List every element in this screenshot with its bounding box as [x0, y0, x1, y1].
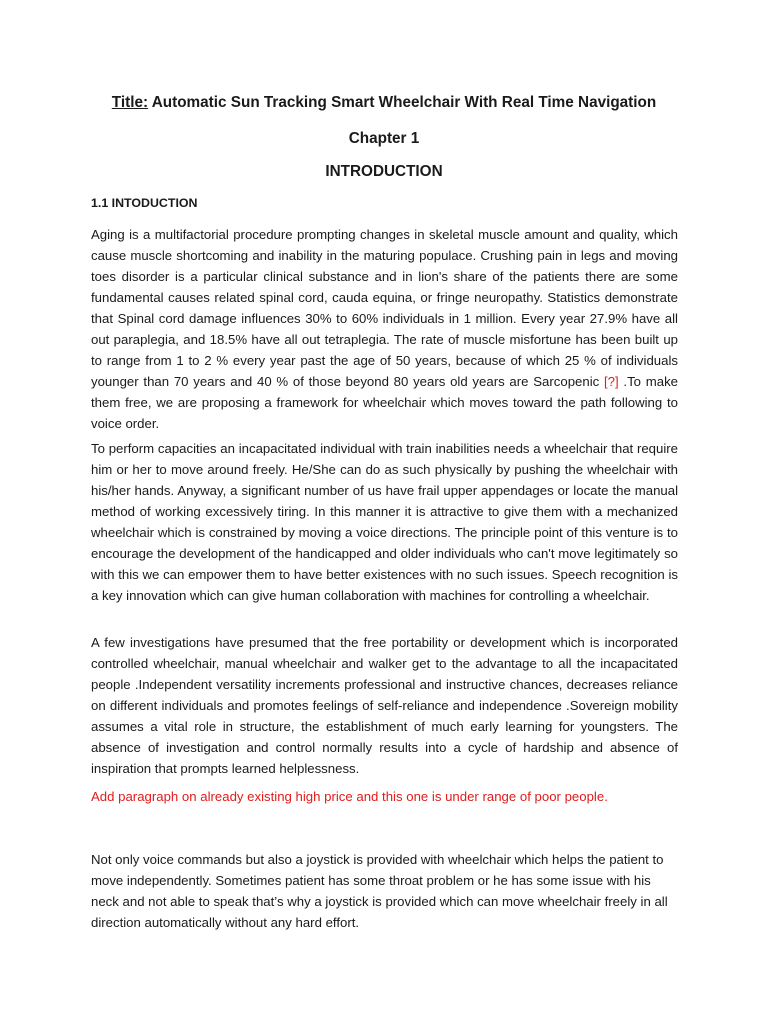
section-heading: 1.1 INTODUCTION [91, 196, 198, 210]
paragraph-investigations: A few investigations have presumed that the free portability or development which is incorporated controlled wheelchair, manual wheelchair and walker get to the advantage to all the incapacitated people .Independent versatility increments professional and instructive chances, decreases reliance on different individuals and promotes feelings of self-reliance and independence .Sovereign mobility assumes a vital role in structure, the establishment of much early learning for youngsters. The absence of investigation and control normally results into a cycle of hardship and absence of inspiration that prompts learned helplessness. [91, 635, 678, 776]
paragraph-joystick: Not only voice commands but also a joystick is provided with wheelchair which helps the patient to move independently. Sometimes patient has some throat problem or he has some issue with his neck and not able to speak that’s why a joystick is provided which can move wheelchair freely in all direction automatically without any hard effort. [91, 852, 668, 930]
paragraph-capacities: To perform capacities an incapacitated individual with train inabilities needs a wheelchair that require him or her to move around freely. He/She can do as such physically by pushing the wheelchair with his/her hands. Anyway, a significant number of us have frail upper appendages or locate the manual method of working excessively tiring. In this manner it is attractive to give them with a mechanized wheelchair which is constrained by moving a voice directions. The principle point of this venture is to encourage the development of the handicapped and older individuals who can't move legitimately so with this we can empower them to have better existences with no such issues. Speech recognition is a key innovation which can give human collaboration with machines for controlling a wheelchair. [91, 441, 678, 603]
document-title [0, 94, 768, 112]
title-text: Automatic Sun Tracking Smart Wheelchair With Real Time Navigation [148, 94, 657, 111]
chapter-heading: Chapter 1 [348, 130, 420, 147]
paragraph-aging [91, 224, 678, 434]
title-label: Title: [111, 94, 149, 111]
paragraph-aging-text: Aging is a multifactorial procedure prompting changes in skeletal muscle amount and quality, which cause muscle shortcoming and inability in the maturing populace. Crushing pain in legs and moving toes disorder is a particular clinical substance and in lion's share of the patients there are some fundamental causes related spinal cord, cauda equina, or fringe neuropathy. Statistics demonstrate that Spinal cord damage influences 30% to 60% individuals in 1 million. Every year 27.9% have all out paraplegia, and 18.5% have all out tetraplegia. The rate of muscle misfortune has been built up to range from 1 to 2 % every year past the age of 50 years, because of which 25 % of individuals younger than 70 years and 40 % of those beyond 80 years old years are Sarcopenic [91, 227, 678, 389]
citation-marker: [?] [603, 374, 619, 389]
editor-note: Add paragraph on already existing high price and this one is under range of poor people. [91, 789, 608, 804]
introduction-heading: INTRODUCTION [325, 163, 443, 180]
paragraph-aging-end: .To make them free, we are proposing a framework for wheelchair which moves toward the path following to voice order. [91, 374, 678, 431]
